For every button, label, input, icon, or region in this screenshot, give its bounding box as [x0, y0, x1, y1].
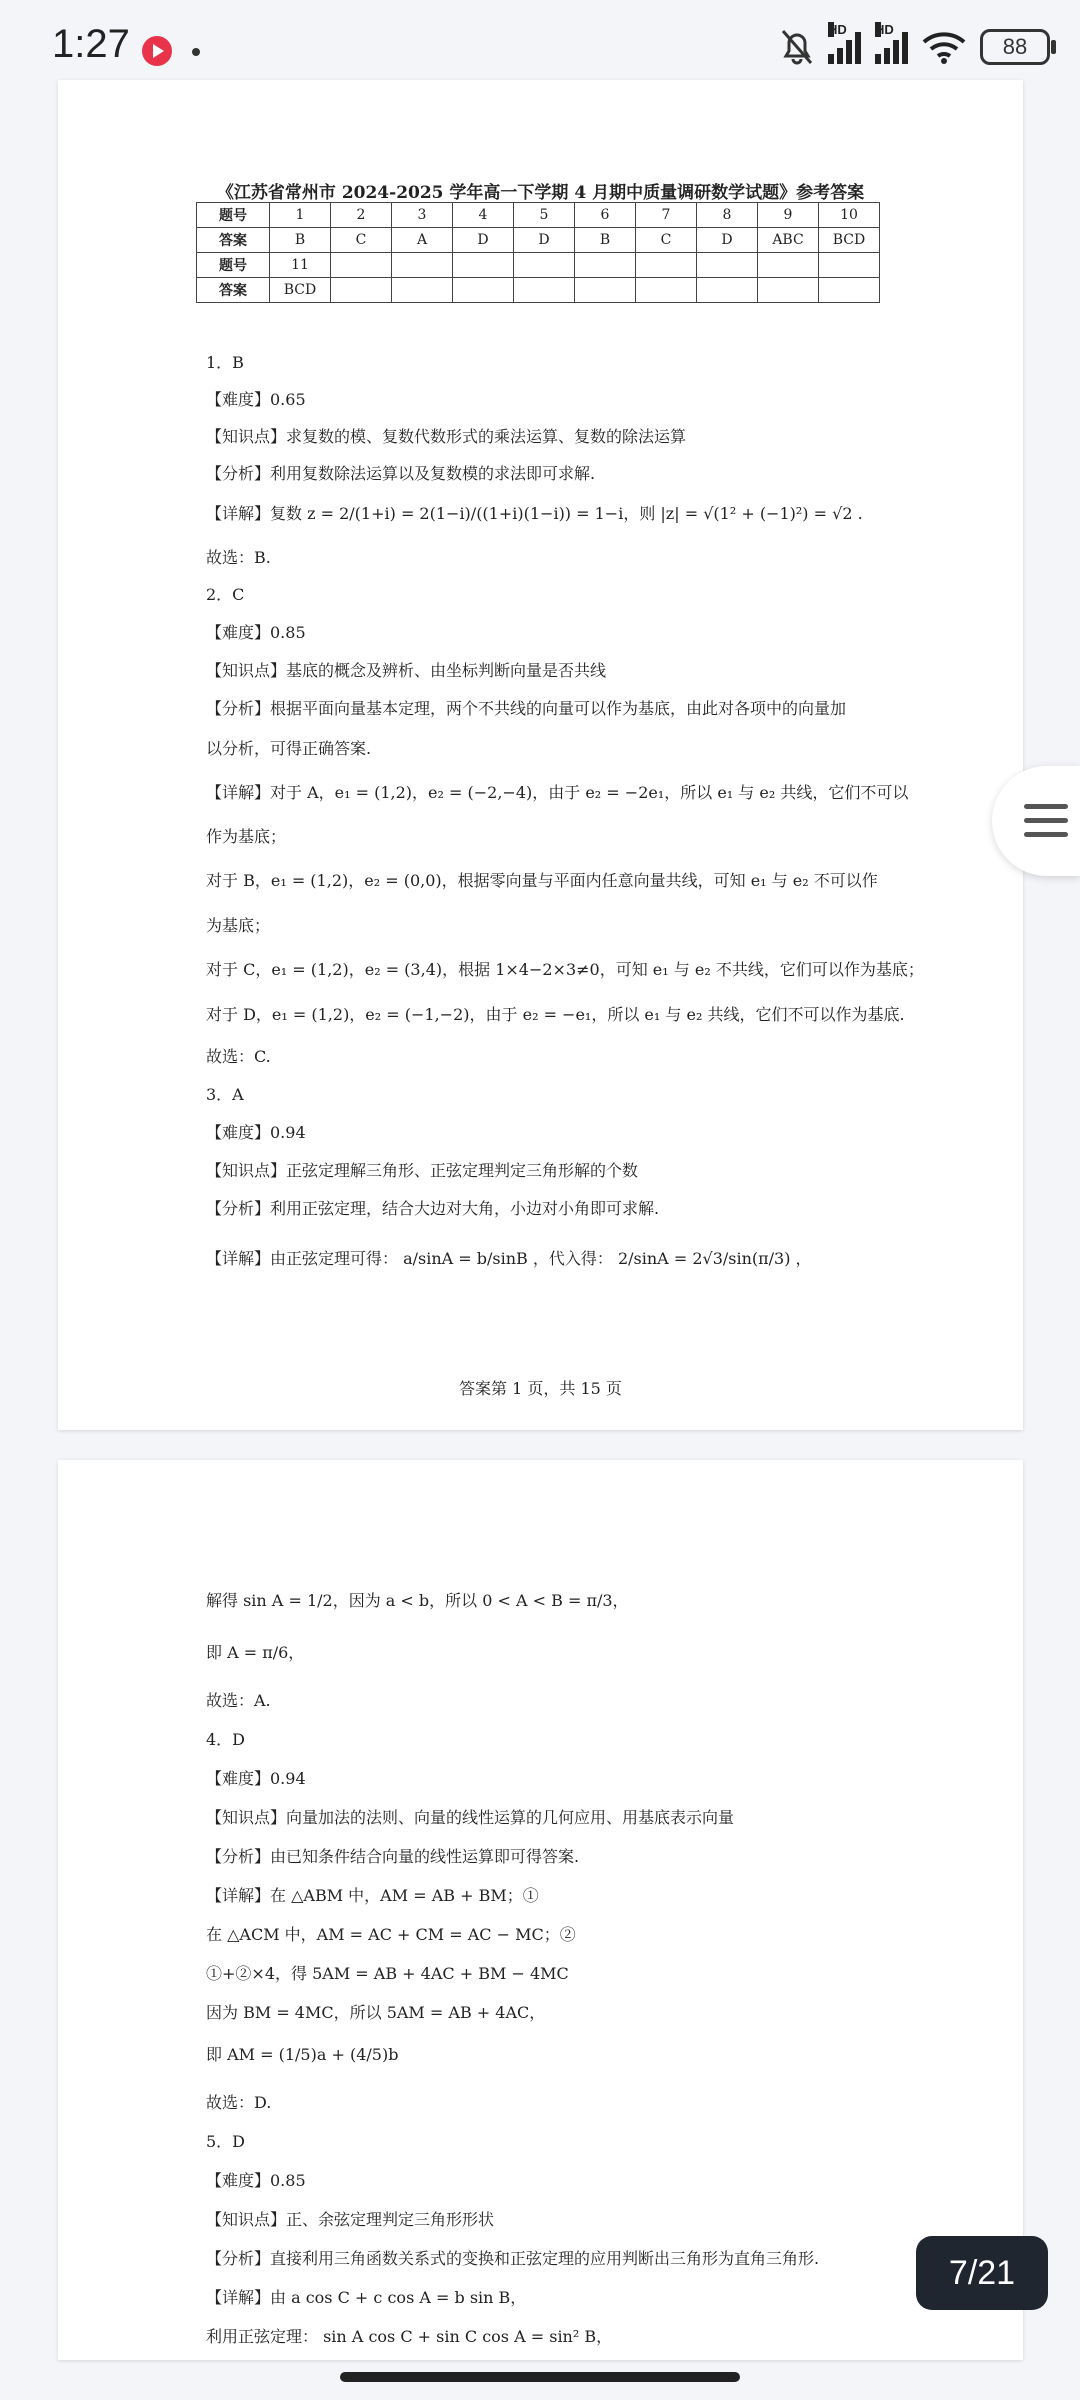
doc-line: 【难度】0.85 — [206, 2171, 306, 2190]
doc-line: 对于 D，e₁ = (1,2)，e₂ = (−1,−2)，由于 e₂ = −e₁，所以 e₁ 与 e₂ 共线，它们不可以作为基底. — [206, 1005, 905, 1024]
table-cell: 2 — [331, 203, 392, 228]
doc-line: 【详解】由 a cos C + c cos A = b sin B， — [206, 2288, 527, 2307]
table-row — [197, 278, 880, 303]
doc-line: 以分析，可得正确答案. — [206, 739, 372, 758]
doc-line: 【详解】由正弦定理可得： a/sinA = b/sinB ，代入得： 2/sinA = 2√3/sin(π/3) ， — [206, 1249, 812, 1268]
table-cell — [636, 253, 697, 278]
doc-line: 故选：D. — [206, 2093, 272, 2112]
doc-line: 【知识点】正弦定理解三角形、正弦定理判定三角形解的个数 — [206, 1161, 639, 1180]
doc-line: 【知识点】向量加法的法则、向量的线性运算的几何应用、用基底表示向量 — [206, 1808, 735, 1827]
table-row — [197, 228, 880, 253]
doc-line: 【难度】0.94 — [206, 1123, 306, 1142]
battery-icon — [980, 29, 1050, 65]
screen-record-icon — [142, 36, 172, 66]
doc-line: 为基底； — [206, 916, 271, 935]
table-cell: C — [636, 228, 697, 253]
table-cell: 答案 — [197, 228, 270, 253]
doc-line: 【分析】利用正弦定理，结合大边对大角，小边对小角即可求解. — [206, 1199, 660, 1218]
table-cell — [819, 253, 880, 278]
page-footer: 答案第 1 页，共 15 页 — [459, 1379, 622, 1398]
table-cell: 题号 — [197, 203, 270, 228]
signal-icon-2 — [875, 22, 908, 64]
wifi-icon — [922, 30, 966, 64]
table-cell: 10 — [819, 203, 880, 228]
page-indicator: 7/21 — [916, 2236, 1048, 2310]
doc-line: 故选：C. — [206, 1047, 271, 1066]
table-row — [197, 203, 880, 228]
doc-line: 即 AM = (1/5)a + (4/5)b — [206, 2045, 399, 2064]
table-cell: 题号 — [197, 253, 270, 278]
table-cell — [575, 278, 636, 303]
answer-table — [196, 202, 880, 303]
table-cell — [575, 253, 636, 278]
table-cell: D — [697, 228, 758, 253]
table-cell: 1 — [270, 203, 331, 228]
doc-line: 【知识点】基底的概念及辨析、由坐标判断向量是否共线 — [206, 661, 607, 680]
table-cell — [453, 253, 514, 278]
table-cell: 答案 — [197, 278, 270, 303]
table-cell: 3 — [392, 203, 453, 228]
table-cell: ABC — [758, 228, 819, 253]
table-cell: 8 — [697, 203, 758, 228]
table-cell: B — [270, 228, 331, 253]
doc-line: 【难度】0.65 — [206, 390, 306, 409]
doc-line: 【分析】直接利用三角函数关系式的变换和正弦定理的应用判断出三角形为直角三角形. — [206, 2249, 820, 2268]
table-cell: 11 — [270, 253, 331, 278]
table-cell: D — [453, 228, 514, 253]
doc-line: 【分析】由已知条件结合向量的线性运算即可得答案. — [206, 1847, 580, 1866]
status-time: 1:27 — [52, 22, 130, 66]
battery-level: 88 — [1002, 34, 1028, 59]
doc-line: 在 △ACM 中，AM = AC + CM = AC − MC；② — [206, 1925, 576, 1944]
table-cell — [758, 253, 819, 278]
table-cell — [636, 278, 697, 303]
document-page-1 — [58, 80, 1023, 1430]
doc-line: 【知识点】求复数的模、复数代数形式的乘法运算、复数的除法运算 — [206, 427, 687, 446]
status-bar — [0, 0, 1080, 80]
table-cell: A — [392, 228, 453, 253]
doc-line: 因为 BM = 4MC，所以 5AM = AB + 4AC， — [206, 2003, 546, 2022]
table-cell — [819, 278, 880, 303]
doc-line: 利用正弦定理： sin A cos C + sin C cos A = sin² B， — [206, 2327, 613, 2346]
doc-line: 1．B — [206, 353, 244, 372]
table-cell: D — [514, 228, 575, 253]
table-cell: 9 — [758, 203, 819, 228]
doc-line: 【知识点】正、余弦定理判定三角形形状 — [206, 2210, 495, 2229]
table-cell: C — [331, 228, 392, 253]
doc-line: 【详解】复数 z = 2/(1+i) = 2(1−i)/((1+i)(1−i)) = 1−i，则 |z| = √(1² + (−1)²) = √2 . — [206, 504, 863, 523]
hd-label: HD — [828, 22, 847, 37]
document-page-2 — [58, 1460, 1023, 2360]
doc-line: 即 A = π/6， — [206, 1643, 305, 1662]
doc-line: 【难度】0.85 — [206, 623, 306, 642]
doc-line: 对于 C，e₁ = (1,2)，e₂ = (3,4)，根据 1×4−2×3≠0，可知 e₁ 与 e₂ 不共线，它们可以作为基底； — [206, 960, 924, 979]
document-title: 《江苏省常州市 2024-2025 学年高一下学期 4 月期中质量调研数学试题》参考答案 — [216, 183, 865, 203]
doc-line: 对于 B，e₁ = (1,2)，e₂ = (0,0)，根据零向量与平面内任意向量共线，可知 e₁ 与 e₂ 不可以作 — [206, 871, 878, 890]
table-cell: B — [575, 228, 636, 253]
doc-line: 【详解】对于 A，e₁ = (1,2)，e₂ = (−2,−4)，由于 e₂ = −2e₁，所以 e₁ 与 e₂ 共线，它们不可以 — [206, 783, 909, 802]
table-cell: 5 — [514, 203, 575, 228]
table-cell — [697, 253, 758, 278]
doc-line: ①+②×4，得 5AM = AB + 4AC + BM − 4MC — [206, 1964, 569, 1983]
table-cell — [514, 253, 575, 278]
table-cell: BCD — [819, 228, 880, 253]
table-cell: 7 — [636, 203, 697, 228]
table-cell — [758, 278, 819, 303]
doc-line: 【分析】根据平面向量基本定理，两个不共线的向量可以作为基底，由此对各项中的向量加 — [206, 699, 847, 718]
doc-line: 故选：B. — [206, 548, 271, 567]
doc-line: 作为基底； — [206, 827, 287, 846]
table-cell — [331, 253, 392, 278]
doc-line: 3．A — [206, 1085, 244, 1104]
table-cell — [331, 278, 392, 303]
doc-line: 解得 sin A = 1/2，因为 a < b，所以 0 < A < B = π/3， — [206, 1591, 629, 1610]
table-cell: 6 — [575, 203, 636, 228]
doc-line: 2．C — [206, 585, 245, 604]
table-cell — [392, 278, 453, 303]
home-indicator-bar[interactable] — [340, 2372, 740, 2382]
table-cell: BCD — [270, 278, 331, 303]
doc-line: 【分析】利用复数除法运算以及复数模的求法即可求解. — [206, 464, 596, 483]
notification-dot-icon — [192, 48, 200, 56]
doc-line: 4．D — [206, 1730, 246, 1749]
signal-icon-1 — [828, 22, 861, 64]
doc-line: 【详解】在 △ABM 中，AM = AB + BM；① — [206, 1886, 539, 1905]
hd-label: HD — [875, 22, 894, 37]
doc-line: 5．D — [206, 2132, 246, 2151]
table-cell — [392, 253, 453, 278]
table-row — [197, 253, 880, 278]
table-cell: 4 — [453, 203, 514, 228]
table-cell — [453, 278, 514, 303]
bell-muted-icon — [780, 28, 814, 66]
doc-line: 故选：A. — [206, 1691, 271, 1710]
table-cell — [697, 278, 758, 303]
doc-line: 【难度】0.94 — [206, 1769, 306, 1788]
table-cell — [514, 278, 575, 303]
